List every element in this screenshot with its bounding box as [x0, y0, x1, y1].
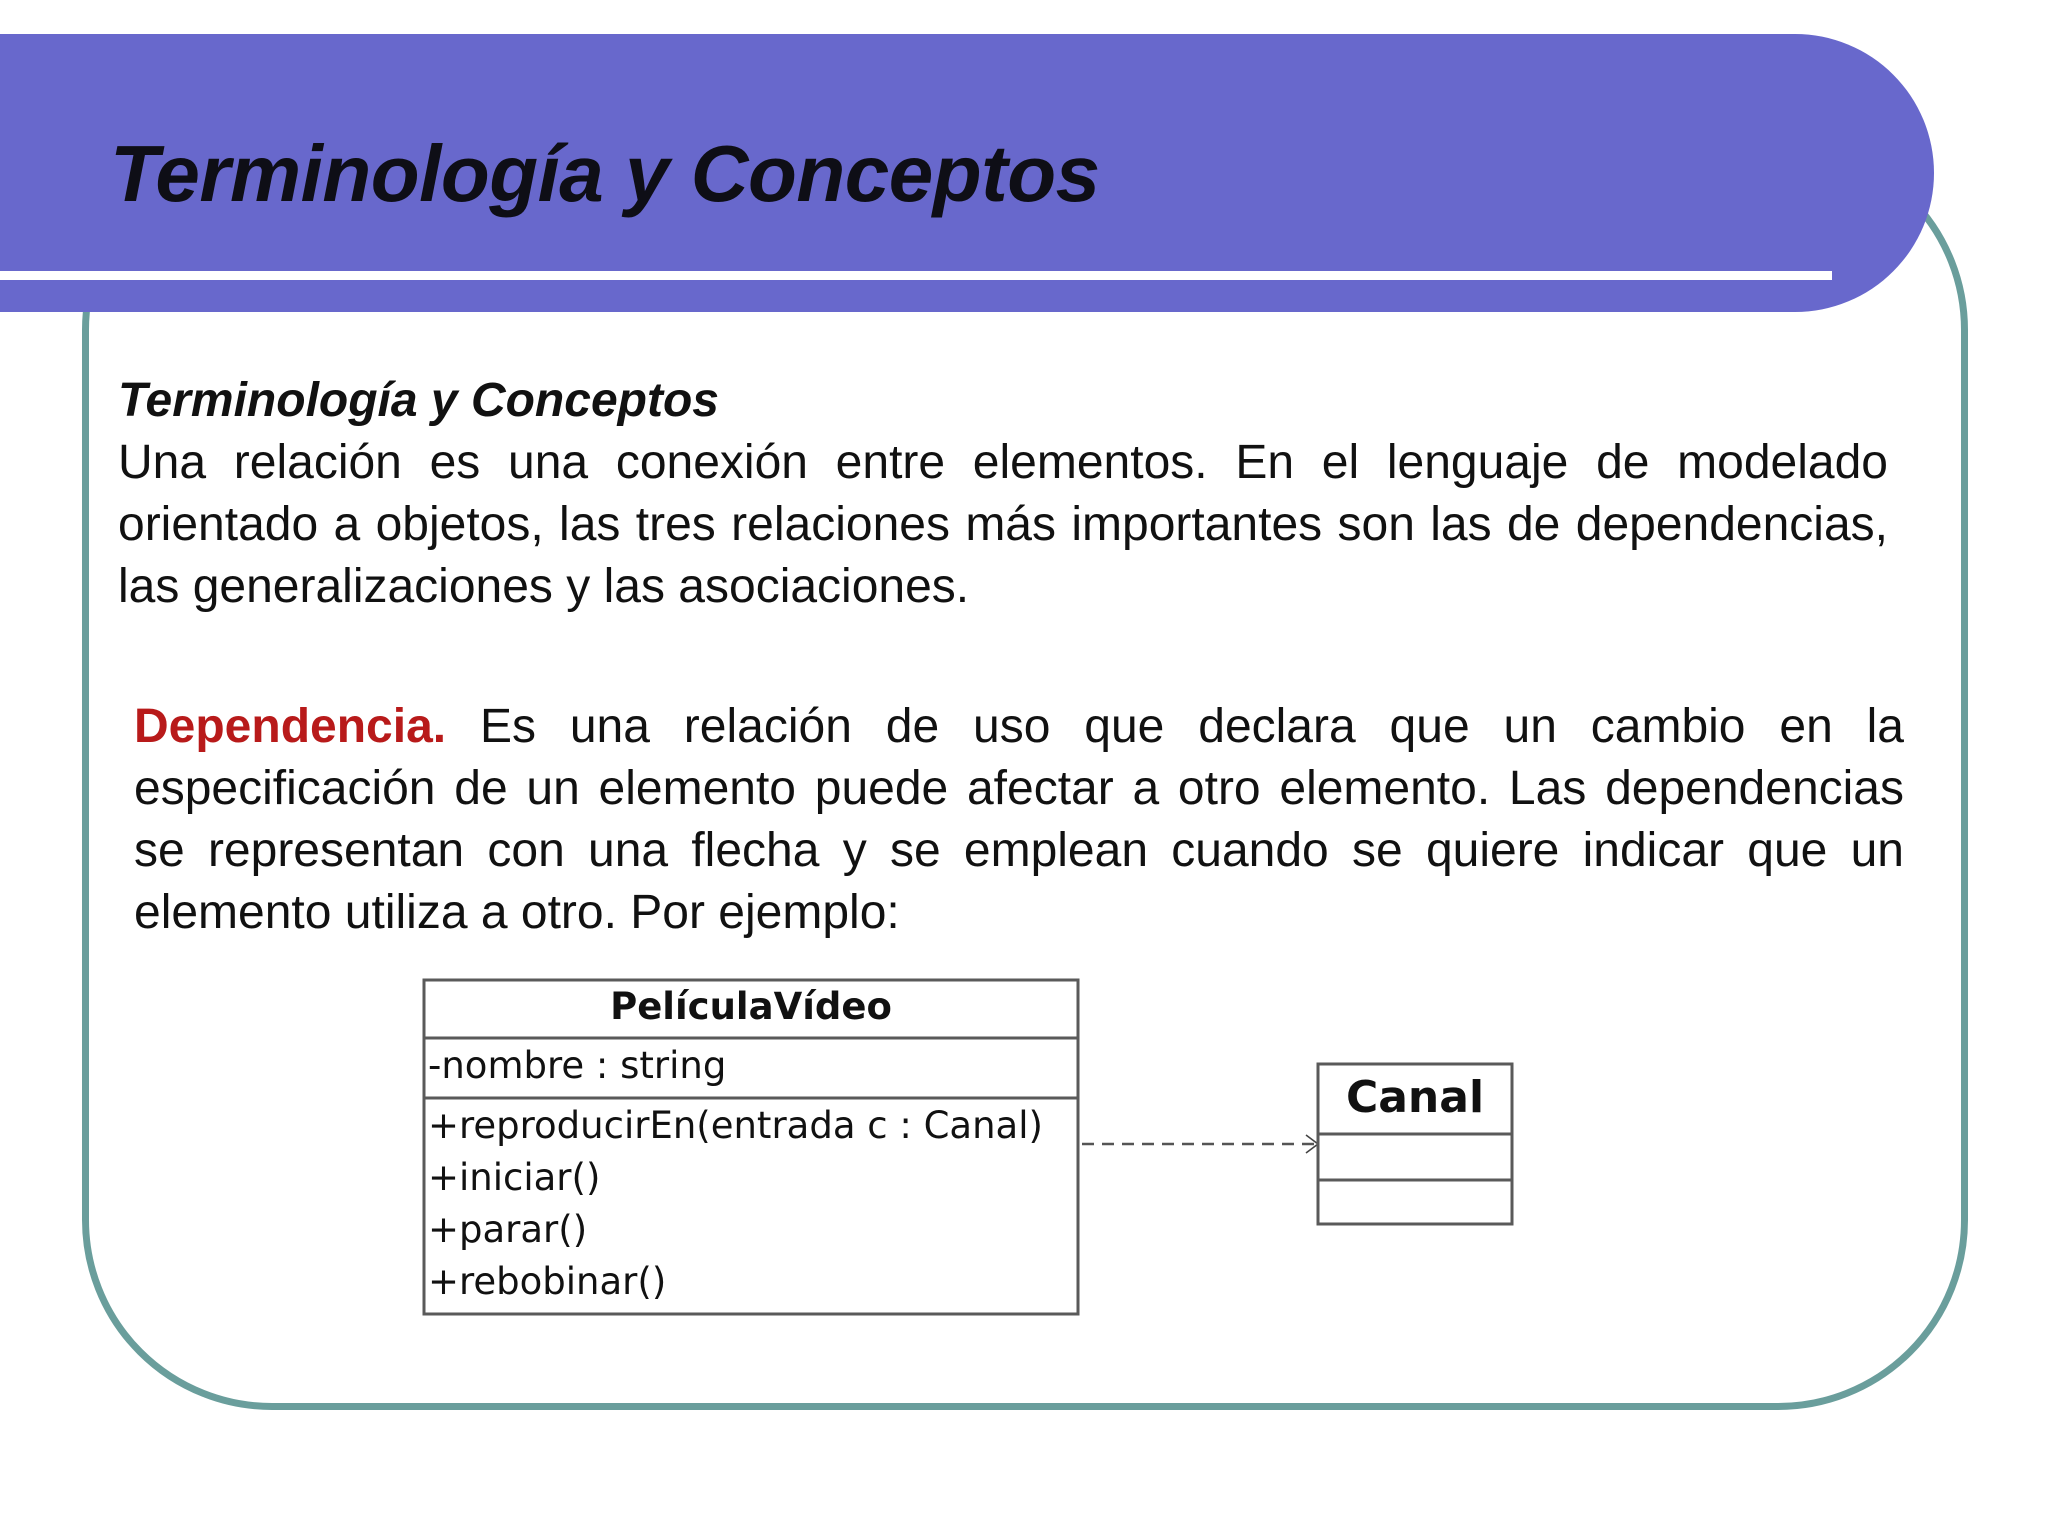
intro-heading: Terminología y Conceptos	[118, 374, 719, 427]
class-operation: +reproducirEn(entrada c : Canal)	[428, 1104, 1043, 1147]
class-name: PelículaVídeo	[610, 985, 892, 1028]
dependency-text: Es una relación de uso que declara que un cambio en la especificación de un elemento puede afectar a otro elemento. Las dependencias se representan con una flecha y se emplean cuando se quiere indicar que un elemento utiliza a otro. Por ejemplo:	[134, 700, 1904, 939]
uml-class-canal	[1318, 1064, 1512, 1224]
uml-class-peliculavideo	[424, 980, 1078, 1314]
class-operation: +parar()	[428, 1208, 588, 1251]
intro-text: Una relación es una conexión entre elementos. En el lenguaje de modelado orientado a objetos, las tres relaciones más importantes son las de dependencias, las generalizaciones y las asociaciones.	[118, 436, 1888, 613]
class-attribute: -nombre : string	[428, 1044, 727, 1087]
class-operation: +iniciar()	[428, 1156, 601, 1199]
class-operation: +rebobinar()	[428, 1260, 667, 1303]
class-name: Canal	[1345, 1072, 1485, 1123]
dependency-term: Dependencia.	[134, 700, 447, 753]
page-title: Terminología y Conceptos	[110, 129, 1100, 218]
